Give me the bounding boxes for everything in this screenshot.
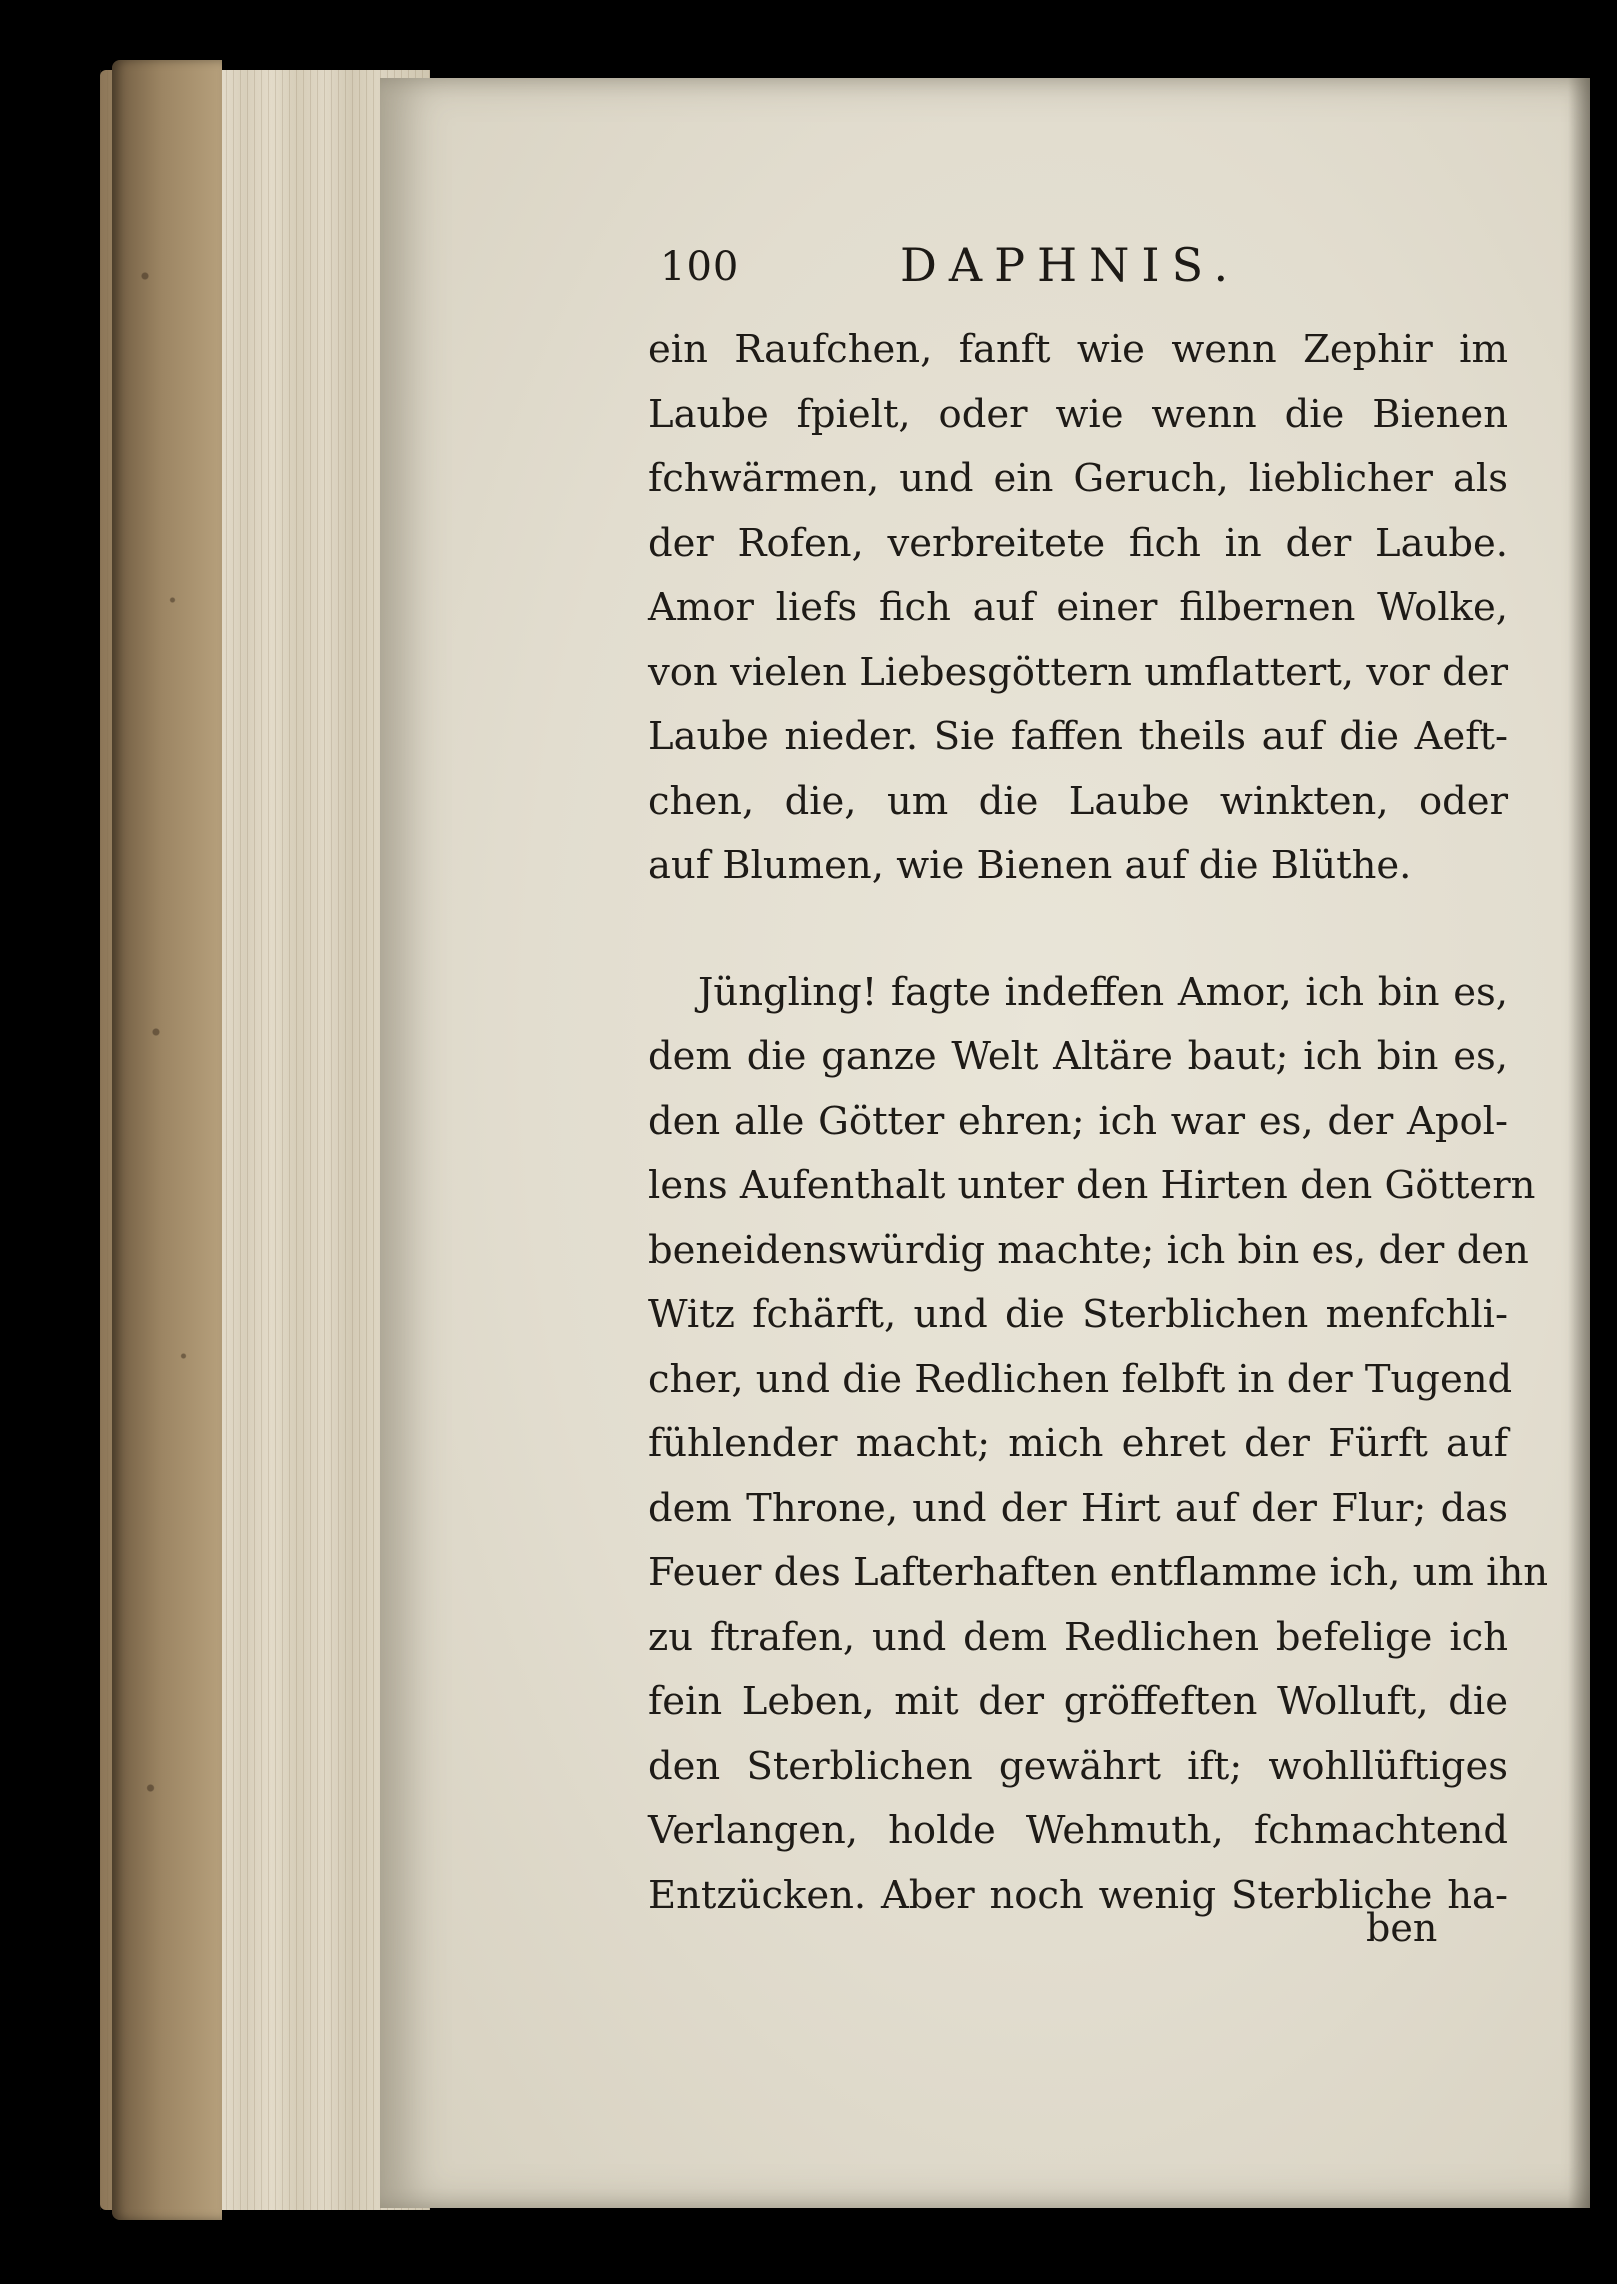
text-line: Witz fchärft, und die Sterblichen menfchli- <box>648 1292 1508 1337</box>
text-line: fchwärmen, und ein Geruch, lieblicher als <box>648 456 1508 501</box>
text-line: von vielen Liebesgöttern umflattert, vor der <box>648 649 1508 695</box>
text-line: fühlender macht; mich ehret der Fürft auf <box>648 1421 1508 1466</box>
running-head <box>660 238 1260 298</box>
text-line: Laube nieder. Sie faffen theils auf die Aeft- <box>648 714 1508 759</box>
catchword: ben <box>1366 1906 1438 1950</box>
text-line: ein Raufchen, fanft wie wenn Zephir im <box>648 327 1508 372</box>
text-line: cher, und die Redlichen felbft in der Tugend <box>648 1356 1513 1402</box>
text-line: dem Throne, und der Hirt auf der Flur; das <box>648 1485 1508 1531</box>
text-line: Laube fpielt, oder wie wenn die Bienen <box>648 391 1508 437</box>
text-line: Feuer des Lafterhaften entflamme ich, um ihn <box>648 1550 1549 1595</box>
text-line: der Rofen, verbreitete fich in der Laube. <box>648 520 1508 566</box>
text-line: den Sterblichen gewährt ift; wohllüftiges <box>648 1743 1508 1789</box>
running-title: DAPHNIS. <box>900 238 1241 292</box>
text-line: auf Blumen, wie Bienen auf die Blüthe. <box>648 843 1412 888</box>
text-line: beneidenswürdig machte; ich bin es, der den <box>648 1227 1529 1273</box>
text-line: chen, die, um die Laube winkten, oder <box>648 778 1508 824</box>
text-line: fein Leben, mit der gröffeften Wolluft, die <box>648 1679 1508 1724</box>
text-line: lens Aufenthalt unter den Hirten den Göttern <box>648 1163 1536 1208</box>
text-line: dem die ganze Welt Altäre baut; ich bin es, <box>648 1034 1508 1079</box>
text-line: zu ftrafen, und dem Redlichen befelige ich <box>648 1614 1508 1660</box>
text-line: Amor liefs fich auf einer filbernen Wolke, <box>648 585 1508 630</box>
body-text <box>648 318 1549 1928</box>
text-line: Jüngling! fagte indeffen Amor, ich bin es, <box>698 969 1508 1015</box>
paragraph-gap <box>648 899 1508 961</box>
page-shadow <box>1568 78 1590 2208</box>
text-line: Entzücken. Aber noch wenig Sterbliche ha- <box>648 1872 1508 1918</box>
book-cover-edge <box>112 60 222 2220</box>
page-number: 100 <box>660 244 740 290</box>
text-line: Verlangen, holde Wehmuth, fchmachtend <box>648 1808 1508 1853</box>
text-line: den alle Götter ehren; ich war es, der Apol- <box>648 1098 1508 1144</box>
